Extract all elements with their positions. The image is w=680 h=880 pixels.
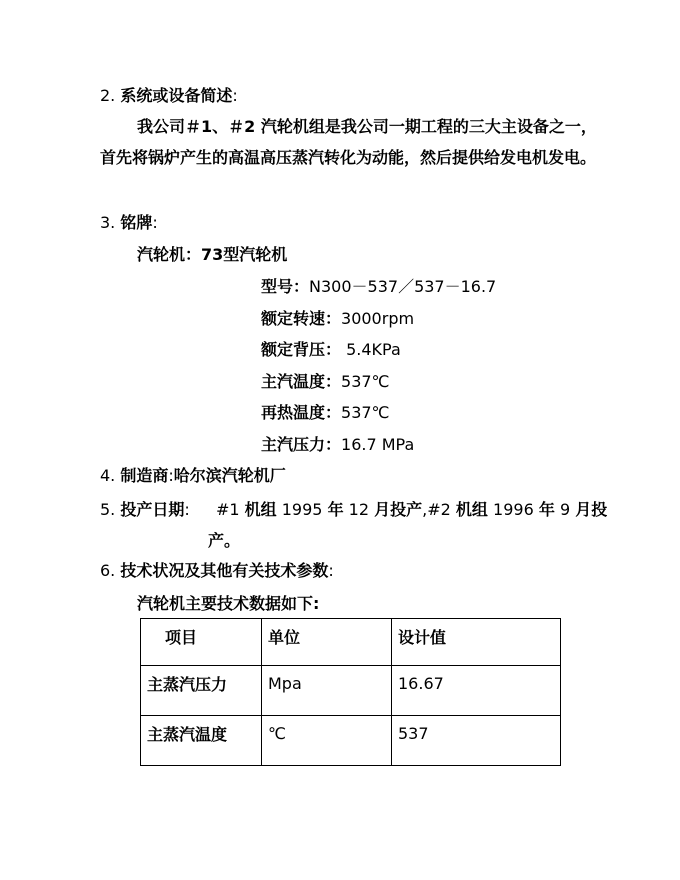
spec-value: N300－537／537－16.7 <box>309 277 497 296</box>
section-4-number: 4. <box>100 466 116 485</box>
unit-2-word: 机组 <box>455 500 488 519</box>
unit-2-month: 9 <box>559 500 571 519</box>
section-3-number: 3. <box>100 213 116 232</box>
spec-value: 5.4KPa <box>341 340 401 359</box>
spec-row <box>261 309 414 329</box>
manufacturer-value: 哈尔滨汽轮机厂 <box>173 466 286 485</box>
section-2-title: 系统或设备简述 <box>120 86 233 105</box>
month-word: 月投产 <box>374 500 423 519</box>
table-cell: Mpa <box>262 666 392 716</box>
spec-label: 型号： <box>261 277 310 296</box>
section-2-number: 2. <box>100 86 116 105</box>
section-3-heading <box>100 213 158 233</box>
table-header-row <box>141 619 561 666</box>
section-5-title: 投产日期 <box>120 500 185 519</box>
spec-row <box>261 435 414 455</box>
spec-label: 再热温度： <box>261 403 342 422</box>
section-4-colon: : <box>168 466 174 485</box>
month-word-2: 月投 <box>575 500 608 519</box>
spec-label: 额定背压： <box>261 340 342 359</box>
section-3-colon: : <box>152 213 158 232</box>
section-4-title: 制造商 <box>120 466 169 485</box>
section-6-number: 6. <box>100 561 116 580</box>
unit-1-word: 机组 <box>244 500 277 519</box>
table-cell: 16.67 <box>392 666 561 716</box>
section-2-body: 我公司＃1、＃2 汽轮机组是我公司一期工程的三大主设备之一，首先将锅炉产生的高温高压蒸汽转化为动能，然后提供给发电机发电。 <box>100 117 597 167</box>
section-5-continuation: 产。 <box>208 531 241 550</box>
table-header-cell: 项目 <box>141 619 262 666</box>
spec-table <box>140 618 561 766</box>
unit-1-month: 12 <box>348 500 370 519</box>
section-2-heading <box>100 86 238 106</box>
year-word: 年 <box>327 500 344 519</box>
spec-label: 额定转速： <box>261 309 342 328</box>
table-row <box>141 666 561 716</box>
table-row <box>141 716 561 766</box>
section-2-colon: : <box>232 86 238 105</box>
nameplate-model: 73型汽轮机 <box>201 245 288 264</box>
spec-label: 主汽压力： <box>261 435 342 454</box>
comma: , <box>422 500 428 519</box>
table-cell: 主蒸汽温度 <box>141 716 262 766</box>
nameplate-label: 汽轮机： <box>137 245 202 264</box>
spec-value: 16.7 MPa <box>341 435 415 454</box>
section-6-colon: : <box>328 561 334 580</box>
unit-2-year: 1996 <box>493 500 534 519</box>
unit-2-number: #2 <box>427 500 451 519</box>
unit-1-number: #1 <box>215 500 240 519</box>
table-header-cell: 单位 <box>262 619 392 666</box>
table-intro: 汽轮机主要技术数据如下: <box>137 594 320 613</box>
spec-row <box>261 403 390 423</box>
section-6-heading <box>100 561 334 581</box>
nameplate-line <box>137 245 287 265</box>
section-5-heading <box>100 494 610 525</box>
section-6-title: 技术状况及其他有关技术参数 <box>120 561 329 580</box>
spec-value: 537℃ <box>341 403 390 422</box>
spec-row <box>261 372 390 392</box>
year-word: 年 <box>538 500 555 519</box>
table-cell: 537 <box>392 716 561 766</box>
table-cell: ℃ <box>262 716 392 766</box>
spec-value: 3000rpm <box>341 309 415 328</box>
table-cell: 主蒸汽压力 <box>141 666 262 716</box>
unit-1-year: 1995 <box>281 500 323 519</box>
spec-row <box>261 340 401 360</box>
section-3-title: 铭牌 <box>120 213 153 232</box>
section-5-colon: : <box>184 500 190 519</box>
table-header-cell: 设计值 <box>392 619 561 666</box>
section-5-number: 5. <box>100 500 116 519</box>
section-4-heading <box>100 466 286 486</box>
spec-value: 537℃ <box>341 372 390 391</box>
spec-label: 主汽温度： <box>261 372 342 391</box>
spec-row <box>261 277 496 297</box>
